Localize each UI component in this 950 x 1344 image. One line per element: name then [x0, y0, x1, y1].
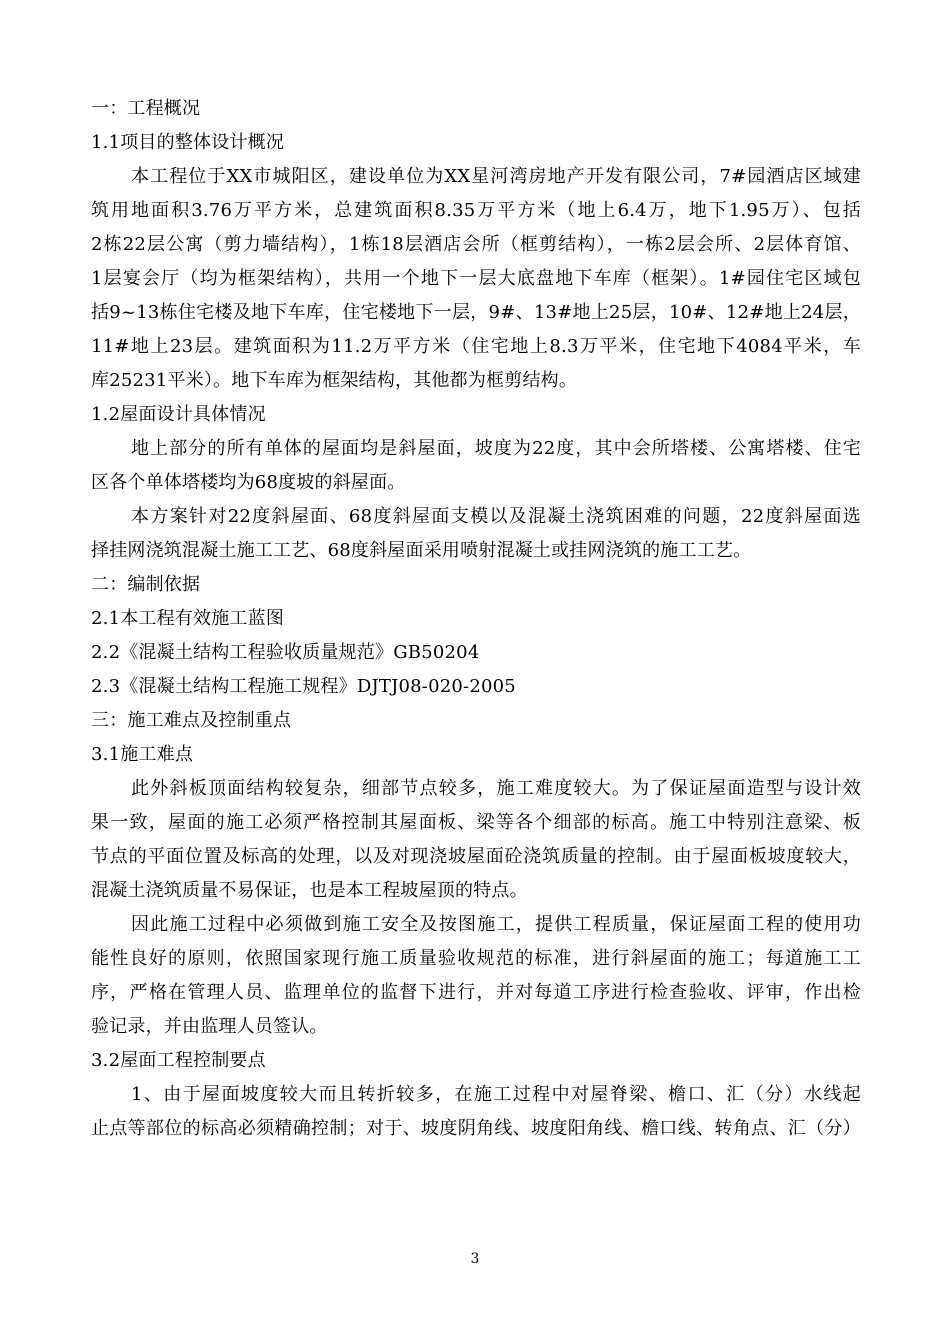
paragraph-line: 区各个单体塔楼均为68度坡的斜屋面。 [91, 472, 406, 493]
paragraph-line: 能性良好的原则，依照国家现行施工质量验收规范的标准，进行斜屋面的施工；每道施工工 [91, 948, 861, 969]
reference-item: 2.3《混凝土结构工程施工规程》DJTJ08-020-2005 [91, 676, 516, 697]
section-heading-3: 三：施工难点及控制重点 [91, 710, 292, 731]
subsection-heading-3-2: 3.2屋面工程控制要点 [91, 1050, 266, 1071]
paragraph-line: 2栋22层公寓（剪力墙结构），1栋18层酒店会所（框剪结构），一栋2层会所、2层体育馆、 [91, 234, 861, 255]
subsection-heading-3-1: 3.1施工难点 [91, 744, 194, 765]
reference-item: 2.2《混凝土结构工程验收质量规范》GB50204 [91, 642, 480, 663]
paragraph-line: 果一致，屋面的施工必须严格控制其屋面板、梁等各个细部的标高。施工中特别注意梁、板 [91, 812, 861, 833]
paragraph-line: 11#地上23层。建筑面积为11.2万平方米（住宅地上8.3万平米，住宅地下4084平米，车 [91, 336, 861, 357]
paragraph-line: 混凝土浇筑质量不易保证，也是本工程坡屋顶的特点。 [91, 880, 528, 901]
list-item-line: 1、由于屋面坡度较大而且转折较多，在施工过程中对屋脊梁、檐口、汇（分）水线起 [131, 1084, 861, 1105]
paragraph-line: 验记录，并由监理人员签认。 [91, 1016, 328, 1037]
paragraph-line: 本工程位于XX市城阳区，建设单位为XX星河湾房地产开发有限公司，7#园酒店区域建 [131, 166, 861, 187]
paragraph-line: 筑用地面积3.76万平方米，总建筑面积8.35万平方米（地上6.4万，地下1.95万）、包括 [91, 200, 861, 221]
page-number: 3 [470, 1251, 480, 1267]
paragraph-line: 节点的平面位置及标高的处理，以及对现浇坡屋面砼浇筑质量的控制。由于屋面板坡度较大， [91, 846, 861, 867]
paragraph-line: 库25231平米）。地下车库为框架结构，其他都为框剪结构。 [91, 370, 578, 391]
paragraph-line: 地上部分的所有单体的屋面均是斜屋面，坡度为22度，其中会所塔楼、公寓塔楼、住宅 [131, 438, 861, 459]
paragraph-line: 择挂网浇筑混凝土施工工艺、68度斜屋面采用喷射混凝土或挂网浇筑的施工工艺。 [91, 540, 752, 561]
section-heading-1: 一：工程概况 [91, 98, 201, 119]
paragraph-line: 本方案针对22度斜屋面、68度斜屋面支模以及混凝土浇筑困难的问题，22度斜屋面选 [131, 506, 861, 527]
paragraph-line: 此外斜板顶面结构较复杂，细部节点较多，施工难度较大。为了保证屋面造型与设计效 [131, 778, 861, 799]
section-heading-2: 二：编制依据 [91, 574, 201, 595]
paragraph-line: 1层宴会厅（均为框架结构），共用一个地下一层大底盘地下车库（框架）。1#园住宅区域包 [91, 268, 861, 289]
reference-item: 2.1本工程有效施工蓝图 [91, 608, 285, 629]
paragraph-line: 括9~13栋住宅楼及地下车库，住宅楼地下一层，9#、13#地上25层，10#、12#地上24层， [91, 302, 861, 323]
subsection-heading-1-1: 1.1项目的整体设计概况 [91, 132, 285, 153]
paragraph-line: 因此施工过程中必须做到施工安全及按图施工，提供工程质量，保证屋面工程的使用功 [131, 914, 861, 935]
list-item-line: 止点等部位的标高必须精确控制；对于、坡度阴角线、坡度阳角线、檐口线、转角点、汇（分） [91, 1118, 861, 1139]
subsection-heading-1-2: 1.2屋面设计具体情况 [91, 404, 266, 425]
document-body [91, 92, 861, 1146]
paragraph-line: 序，严格在管理人员、监理单位的监督下进行，并对每道工序进行检查验收、评审，作出检 [91, 982, 861, 1003]
